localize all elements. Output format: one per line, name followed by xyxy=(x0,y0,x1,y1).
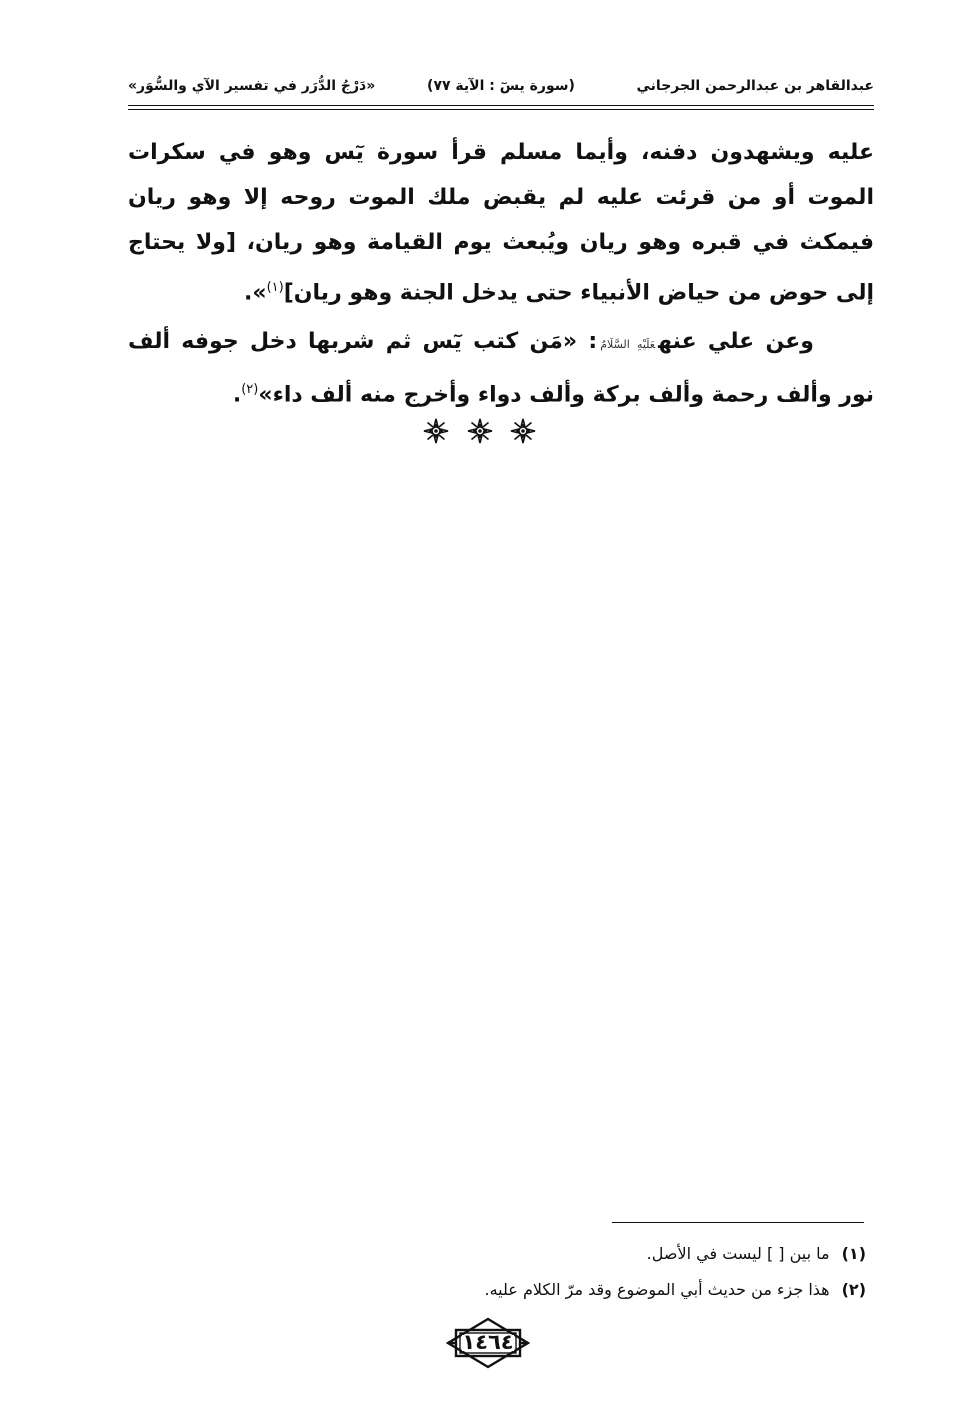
paragraph-end: ». xyxy=(244,280,267,306)
footnote-number: (٢) xyxy=(841,1280,866,1299)
paragraph-text: وعن علي عنه xyxy=(658,329,814,355)
header-author: عبدالقاهر بن عبدالرحمن الجرجاني xyxy=(636,78,874,94)
header-book-title: «دَرْجُ الدُّرَر في تفسير الآي والسُّوَر» xyxy=(128,78,376,94)
footnotes xyxy=(128,1236,866,1308)
paragraph-text: : «مَن كتب يٓس ثم شربها دخل جوفه ألف نور وألف رحمة وألف بركة وألف دواء وأخرج منه ألف داء» xyxy=(128,329,874,408)
paragraph xyxy=(128,130,874,315)
running-header xyxy=(128,72,874,102)
paragraph xyxy=(128,319,874,417)
page-number-frame xyxy=(442,1316,534,1370)
footnote-text: هذا جزء من حديث أبي الموضوع وقد مرّ الكلام عليه. xyxy=(484,1280,830,1299)
main-text xyxy=(128,130,874,418)
footnote xyxy=(128,1236,866,1272)
footnote xyxy=(128,1272,866,1308)
honorific-mark: عَلَيْهِ السَّلَامُ xyxy=(600,338,656,352)
header-rule xyxy=(128,105,874,106)
header-surah-verse: (سورة يسٓ : الآية ٧٧) xyxy=(427,78,575,94)
page-number: ١٤٦٤ xyxy=(462,1330,514,1354)
section-divider xyxy=(0,418,959,448)
flower-ornament-icon xyxy=(423,418,449,448)
footnote-separator xyxy=(612,1222,864,1223)
header-rule-thin xyxy=(128,109,874,110)
footnote-text: ما بين [ ] ليست في الأصل. xyxy=(646,1244,830,1263)
paragraph-text: عليه ويشهدون دفنه، وأيما مسلم قرأ سورة يٓس وهو في سكرات الموت أو من قرئت عليه لم يقبض ملك الموت روحه إلا وهو ريان فيمكث في قبره وهو ريان ويُبعث يوم القيامة وهو ريان، [ولا يحتاج إلى حوض من حياض الأنبياء حتى يدخل الجنة وهو ريان] xyxy=(128,140,874,306)
footnote-ref: (١) xyxy=(266,280,284,295)
flower-ornament-icon xyxy=(467,418,493,448)
flower-ornament-icon xyxy=(510,418,536,448)
paragraph-end: . xyxy=(232,382,242,408)
footnote-ref: (٢) xyxy=(241,382,259,398)
footnote-number: (١) xyxy=(841,1244,866,1263)
